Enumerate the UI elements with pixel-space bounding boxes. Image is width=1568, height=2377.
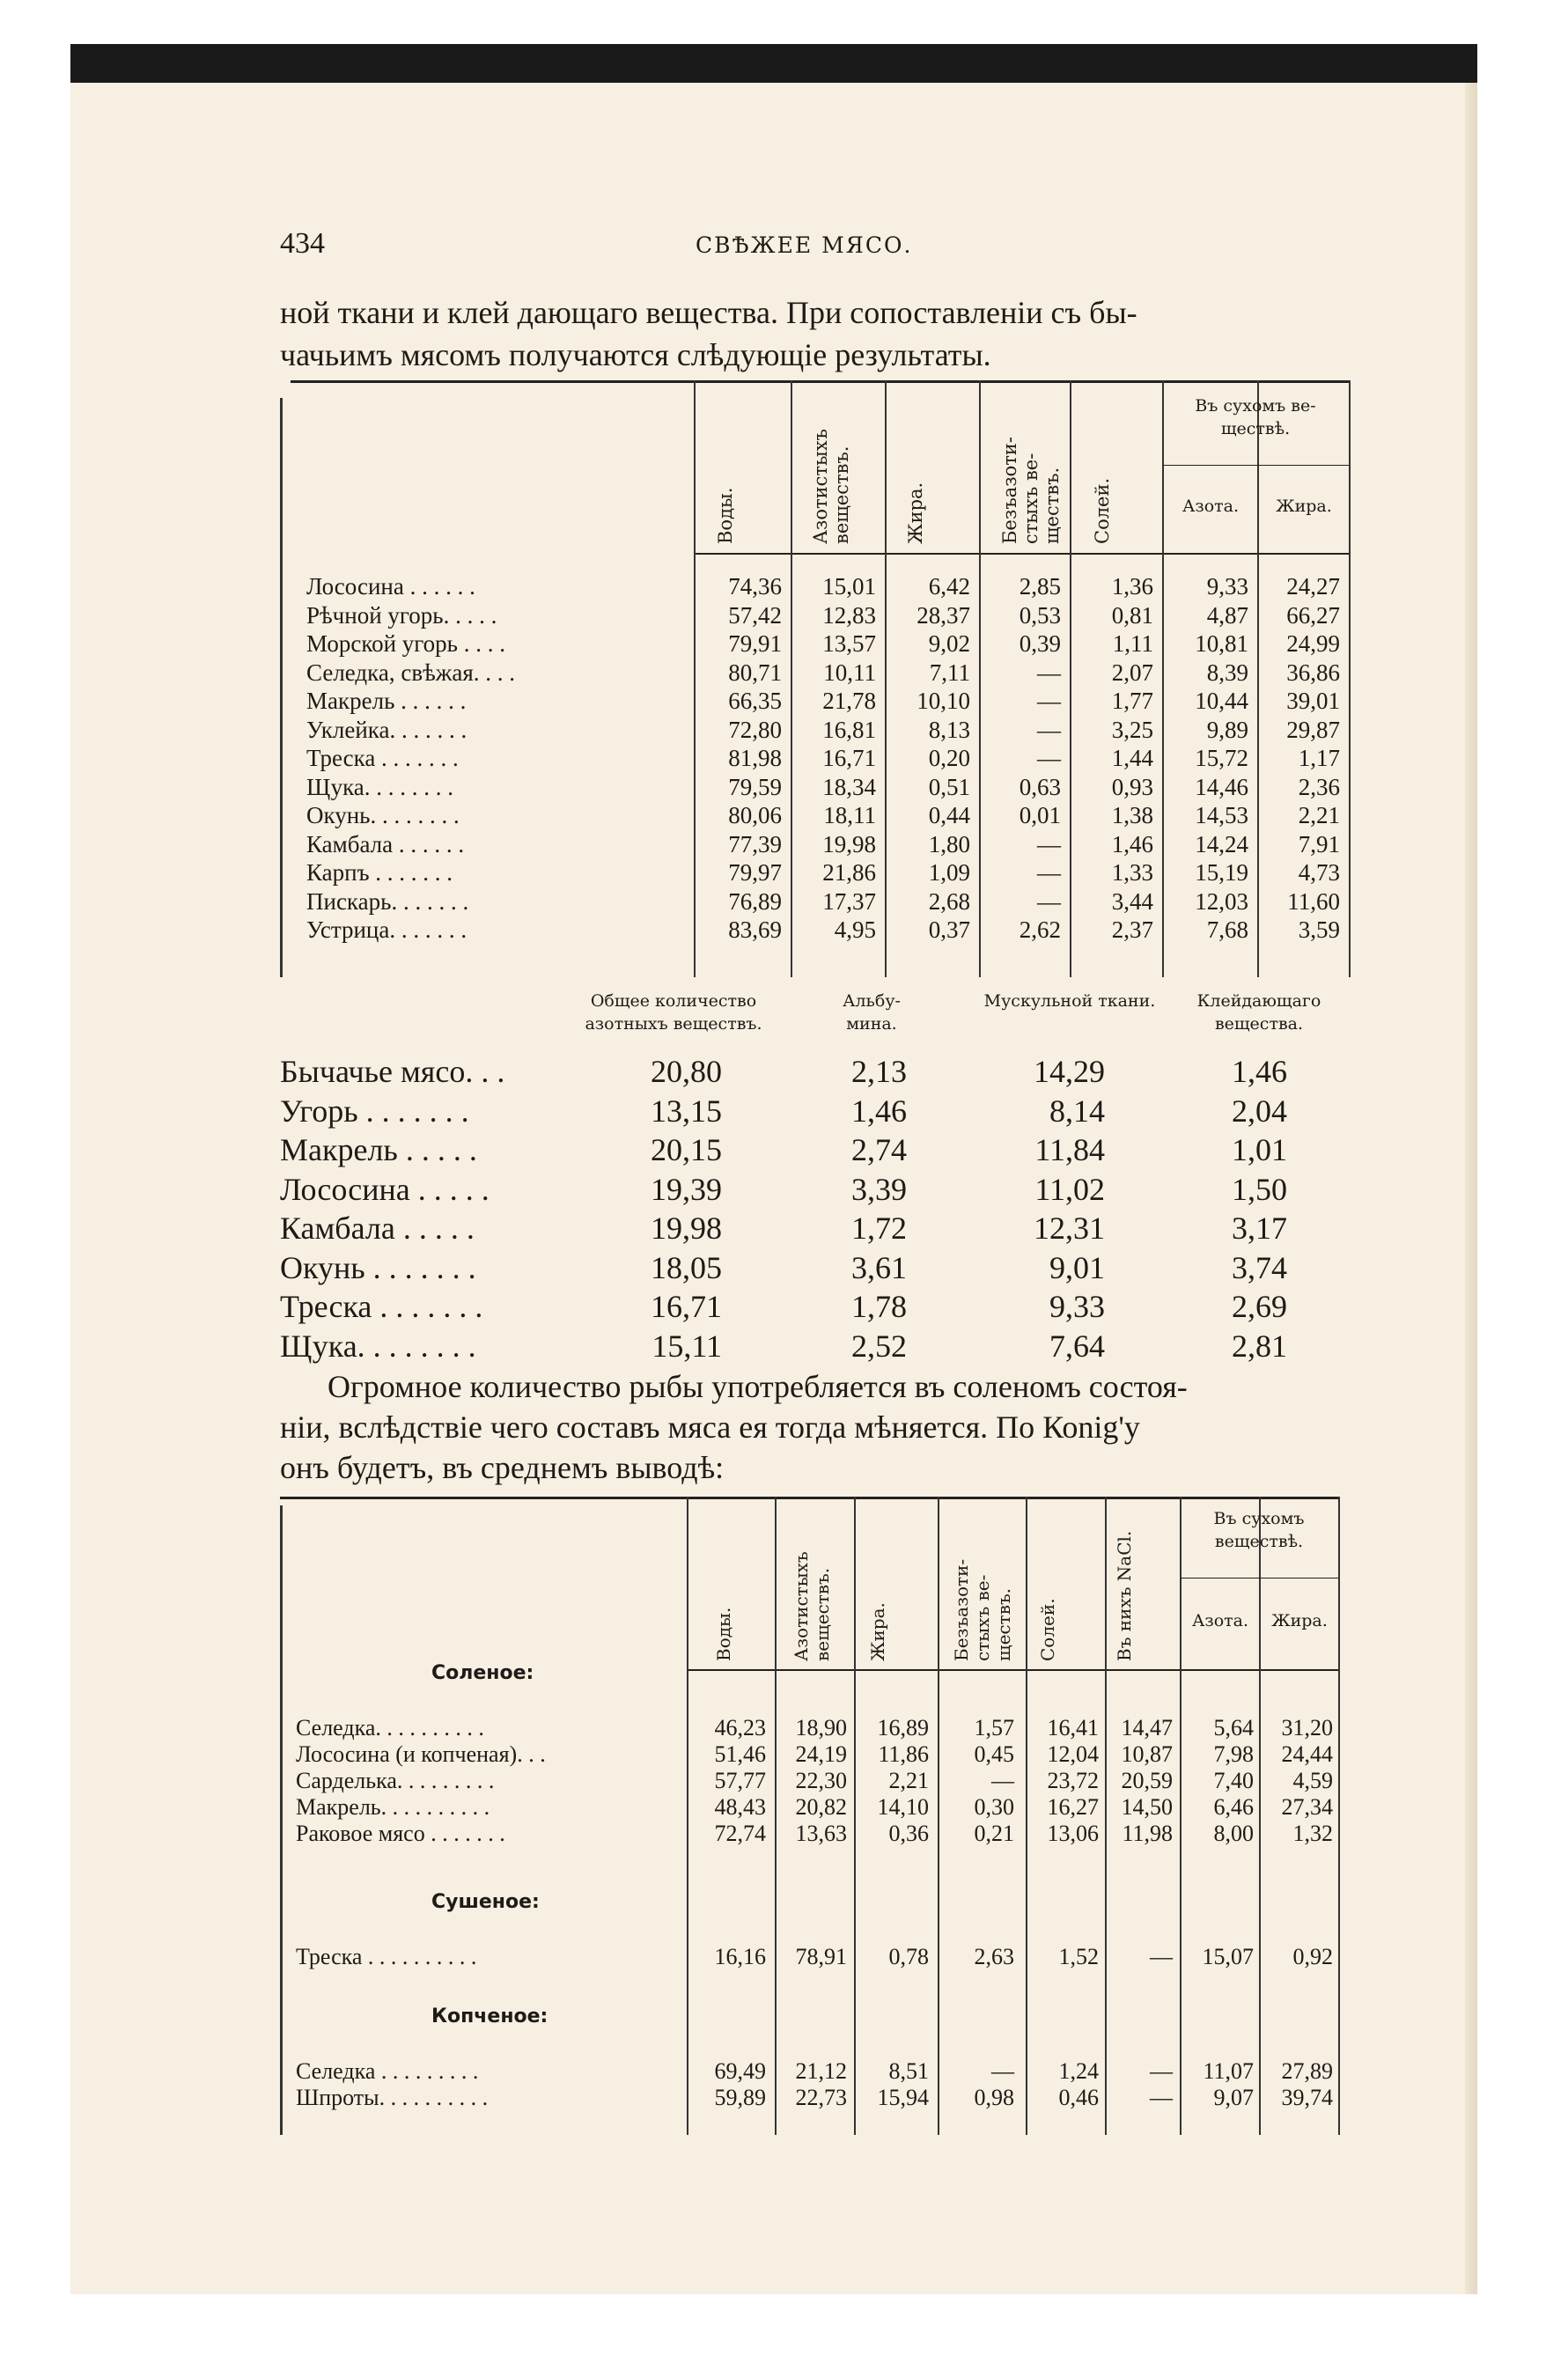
table3-head-rule	[687, 1669, 1338, 1671]
table3-cell: 8,51	[888, 2058, 929, 2084]
table1-cell: 2,68	[928, 887, 970, 915]
table1-cell: 0,20	[928, 745, 970, 771]
table2-cell: 18,05	[651, 1249, 722, 1285]
table3-cell: —	[1150, 1944, 1173, 1969]
table3-section-title: Соленое:	[431, 1662, 534, 1684]
table1-cell: 83,69	[728, 916, 782, 943]
table3-row-label: Макрель. . . . . . . . . .	[296, 1794, 490, 1820]
table2-cell: 3,61	[851, 1249, 907, 1285]
table1-cell: 12,03	[1195, 887, 1248, 915]
table2-cell: 9,33	[1049, 1289, 1105, 1324]
table2-cell: 2,74	[851, 1132, 907, 1167]
table1-dry-group: Въ сухомъ ве-ществѣ.	[1195, 396, 1316, 438]
table3-cell: 9,07	[1213, 2085, 1254, 2110]
table1-cell: 0,93	[1111, 773, 1153, 800]
table3-cell: 0,46	[1058, 2085, 1099, 2110]
table3-cell: 23,72	[1047, 1768, 1099, 1793]
table1-cell: —	[1037, 688, 1061, 714]
table3-cell: 15,94	[877, 2085, 929, 2110]
table3-cell: 15,07	[1202, 1944, 1254, 1969]
table1-cell: 0,63	[1019, 773, 1061, 800]
table1-cell: 0,44	[928, 802, 970, 828]
table3-col-rule	[938, 1497, 939, 2135]
table1-cell: 10,11	[823, 659, 876, 686]
table3-cell: 13,63	[795, 1821, 847, 1846]
table3-cell: 14,10	[877, 1794, 929, 1820]
table1-top-rule	[291, 380, 1349, 383]
table3-cell: 0,92	[1292, 1944, 1333, 1969]
table3-row-label: Сарделька. . . . . . . . .	[296, 1768, 495, 1793]
table1-cell: 19,98	[822, 830, 876, 857]
table3-col-rule	[775, 1497, 777, 2135]
table1-cell: 36,86	[1286, 659, 1340, 686]
table3-section-title: Сушеное:	[431, 1891, 540, 1913]
table3-cell: 2,63	[974, 1944, 1014, 1969]
table1-cell: 4,87	[1206, 601, 1248, 629]
table3-cell: 39,74	[1281, 2085, 1333, 2110]
table1-row-label: Пискарь. . . . . . .	[306, 887, 469, 915]
table1-cell: 80,06	[728, 802, 782, 828]
table3-cell: 31,20	[1281, 1715, 1333, 1740]
table1-cell: 72,80	[728, 716, 782, 743]
table3-cell: 0,21	[974, 1821, 1014, 1846]
table2-row-label: Окунь . . . . . . .	[280, 1249, 476, 1285]
table1-cell: 21,78	[822, 688, 876, 714]
table1-cell: 17,37	[822, 887, 876, 915]
table3-cell: 16,27	[1047, 1794, 1099, 1820]
table2-cell: 3,39	[851, 1171, 907, 1207]
table1-left-rule	[280, 398, 283, 977]
table3-cell: 1,57	[974, 1715, 1014, 1740]
table1-right-rule	[1349, 380, 1351, 977]
table1-row-label: Щука. . . . . . . .	[306, 773, 454, 800]
table3-header: Солей.	[1037, 1598, 1058, 1661]
table3-col-rule	[1259, 1497, 1261, 2135]
table1-cell: 15,19	[1195, 859, 1248, 886]
table1-cell: 18,11	[823, 802, 876, 828]
table1-row-label: Морской угорь . . . .	[306, 630, 505, 657]
table3-cell: 0,98	[974, 2085, 1014, 2110]
table1-cell: 18,34	[822, 773, 876, 800]
table1-cell: 9,89	[1206, 716, 1248, 743]
table1-cell: 14,53	[1195, 802, 1248, 828]
table1-cell: —	[1037, 716, 1061, 743]
table1-row-label: Селедка, свѣжая. . . .	[306, 659, 516, 686]
table1-cell: 2,36	[1298, 773, 1340, 800]
table3-cell: 59,89	[714, 2085, 766, 2110]
table1-col-rule	[1257, 380, 1259, 977]
intro-line-2: чачьимъ мясомъ получаются слѣдующіе результаты.	[280, 337, 991, 372]
table1-cell: 0,37	[928, 916, 970, 943]
table2-header: Общее количество азотныхъ веществъ.	[585, 991, 762, 1034]
table3-row-label: Лососина (и копченая). . .	[296, 1741, 546, 1767]
table3-cell: 18,90	[795, 1715, 847, 1740]
table3-header: Воды.	[713, 1607, 734, 1661]
table1-row-label: Уклейка. . . . . . .	[306, 716, 467, 743]
table3-cell: 10,87	[1121, 1741, 1173, 1767]
table1-cell: 9,33	[1206, 573, 1248, 600]
table1-cell: 3,59	[1298, 916, 1340, 943]
table3-header: Жира.	[867, 1602, 888, 1661]
table3-cell: 21,12	[795, 2058, 847, 2084]
table1-cell: 76,89	[728, 887, 782, 915]
table2-row-label: Камбала . . . . .	[280, 1211, 475, 1246]
table1-row-label: Лососина . . . . . .	[306, 573, 475, 600]
table1-cell: 7,68	[1206, 916, 1248, 943]
table3-header: Азотистыхъ веществъ.	[791, 1551, 833, 1661]
table3-cell: 14,50	[1121, 1794, 1173, 1820]
table2-cell: 7,64	[1049, 1328, 1105, 1364]
table3-row-label: Селедка. . . . . . . . . .	[296, 1715, 484, 1740]
table1-cell: 1,17	[1298, 745, 1340, 771]
table3-cell: 24,44	[1281, 1741, 1333, 1767]
table3-cell: 1,52	[1058, 1944, 1099, 1969]
table2-cell: 2,13	[851, 1054, 907, 1089]
table1-cell: —	[1037, 887, 1061, 915]
table1-cell: 2,37	[1111, 916, 1153, 943]
table1-col-rule	[694, 380, 696, 977]
table2-cell: 1,46	[851, 1093, 907, 1129]
table3-cell: 22,73	[795, 2085, 847, 2110]
table1-cell: 4,73	[1298, 859, 1340, 886]
table2-cell: 20,15	[651, 1132, 722, 1167]
table2-cell: 2,81	[1232, 1328, 1287, 1364]
table1-cell: 0,81	[1111, 601, 1153, 629]
table3-cell: 0,45	[974, 1741, 1014, 1767]
table3-header: Безъазоти-стыхъ ве-ществъ.	[951, 1558, 1014, 1661]
table2-cell: 3,74	[1232, 1249, 1287, 1285]
table3-cell: 14,47	[1121, 1715, 1173, 1740]
table2-cell: 19,98	[651, 1211, 722, 1246]
table1-dry-fat: Жира.	[1276, 497, 1332, 516]
table2-cell: 3,17	[1232, 1211, 1287, 1246]
table1-cell: 0,51	[928, 773, 970, 800]
table3-header: Въ нихъ NaCl.	[1114, 1530, 1135, 1661]
table2-row-label: Треска . . . . . . .	[280, 1289, 483, 1324]
table1-cell: 79,97	[728, 859, 782, 886]
table2-cell: 2,69	[1232, 1289, 1287, 1324]
table2-cell: 12,31	[1034, 1211, 1105, 1246]
table1-cell: 1,46	[1111, 830, 1153, 857]
table1-cell: —	[1037, 745, 1061, 771]
table1-col-rule	[1162, 380, 1164, 977]
table2-cell: 14,29	[1034, 1054, 1105, 1089]
table1-cell: 12,83	[822, 601, 876, 629]
table1-cell: 14,46	[1195, 773, 1248, 800]
table1-cell: 2,62	[1019, 916, 1061, 943]
table1-cell: 11,60	[1287, 887, 1340, 915]
table1-cell: 80,71	[728, 659, 782, 686]
table1-row-label: Камбала . . . . . .	[306, 830, 465, 857]
table3-cell: 16,89	[877, 1715, 929, 1740]
table1-cell: 4,95	[834, 916, 876, 943]
table3-cell: 13,06	[1047, 1821, 1099, 1846]
table2-row-label: Угорь . . . . . . .	[280, 1093, 469, 1129]
table1-cell: 1,77	[1111, 688, 1153, 714]
table1-cell: 10,44	[1195, 688, 1248, 714]
table2-cell: 19,39	[651, 1171, 722, 1207]
table1-cell: 16,81	[822, 716, 876, 743]
table1-cell: 21,86	[822, 859, 876, 886]
table2-cell: 11,84	[1034, 1132, 1105, 1167]
table3-cell: —	[1150, 2058, 1173, 2084]
table1-cell: 1,44	[1111, 745, 1153, 771]
table1-cell: 77,39	[728, 830, 782, 857]
table1-cell: 1,11	[1112, 630, 1153, 657]
table1-cell: 13,57	[822, 630, 876, 657]
table2-header: Мускульной ткани.	[983, 991, 1156, 1011]
table3-row-label: Треска . . . . . . . . . .	[296, 1944, 477, 1969]
table3-cell: 69,49	[714, 2058, 766, 2084]
table1-header: Воды.	[715, 487, 736, 544]
page-number: 434	[280, 227, 325, 260]
table1-row-label: Карпъ . . . . . . .	[306, 859, 453, 886]
table1-cell: 15,72	[1195, 745, 1248, 771]
table3-cell: —	[1150, 2085, 1173, 2110]
table3-cell: 0,78	[888, 1944, 929, 1969]
table2-cell: 2,52	[851, 1328, 907, 1364]
table3-col-rule	[687, 1497, 688, 2135]
table1-cell: 3,44	[1111, 887, 1153, 915]
table2-header: Клейдающаго вещества.	[1196, 991, 1321, 1034]
table1-cell: 28,37	[917, 601, 970, 629]
table1-cell: 66,27	[1286, 601, 1340, 629]
table3-cell: 24,19	[795, 1741, 847, 1767]
table1-cell: 0,39	[1019, 630, 1061, 657]
table3-dry-fat: Жира.	[1271, 1611, 1328, 1630]
table2-cell: 16,71	[651, 1289, 722, 1324]
table1-cell: 81,98	[728, 745, 782, 771]
table1-cell: 10,81	[1195, 630, 1248, 657]
middle-line-3: онъ будетъ, въ среднемъ выводѣ:	[280, 1450, 725, 1485]
table1-col-rule	[885, 380, 887, 977]
table3-cell: 2,21	[888, 1768, 929, 1793]
table3-cell: 27,89	[1281, 2058, 1333, 2084]
table2-row-label: Щука. . . . . . . .	[280, 1328, 476, 1364]
table1-cell: 8,13	[928, 716, 970, 743]
table1-header: Солей.	[1092, 477, 1113, 544]
table2-cell: 1,72	[851, 1211, 907, 1246]
table3-cell: 51,46	[714, 1741, 766, 1767]
table1-drygroup-rule	[1162, 465, 1349, 466]
table3-row-label: Шпроты. . . . . . . . . .	[296, 2085, 489, 2110]
table1-cell: 1,38	[1111, 802, 1153, 828]
table1-cell: 16,71	[822, 745, 876, 771]
table1-cell: 24,99	[1286, 630, 1340, 657]
table3-cell: —	[991, 1768, 1014, 1793]
table3-col-rule	[854, 1497, 856, 2135]
table3-row-label: Селедка . . . . . . . . .	[296, 2058, 479, 2084]
table3-cell: 6,46	[1213, 1794, 1254, 1820]
table1-dry-nitrogen: Азота.	[1182, 497, 1240, 516]
table1-cell: 14,24	[1195, 830, 1248, 857]
table1-cell: 0,01	[1019, 802, 1061, 828]
table1-cell: 79,59	[728, 773, 782, 800]
table3-cell: 78,91	[795, 1944, 847, 1969]
table1-header: Азотистыхъ веществъ.	[810, 429, 852, 544]
table2-row-label: Лососина . . . . .	[280, 1171, 490, 1207]
middle-line-2: ніи, вслѣдствіе чего составъ мяса ея тогда мѣняется. По Коnig'у	[280, 1409, 1140, 1445]
table2-header: Альбу-мина.	[843, 991, 901, 1034]
table3-cell: 8,00	[1213, 1821, 1254, 1846]
table3-col-rule	[1180, 1497, 1182, 2135]
table3-dry-nitrogen: Азота.	[1191, 1611, 1249, 1630]
page-edge	[1465, 83, 1477, 2294]
table1-header: Жира.	[905, 482, 926, 544]
table1-cell: 7,91	[1298, 830, 1340, 857]
table1-cell: 10,10	[917, 688, 970, 714]
table1-cell: 74,36	[728, 573, 782, 600]
table1-cell: —	[1037, 659, 1061, 686]
table3-col-rule	[1105, 1497, 1107, 2135]
table2-row-label: Бычачье мясо. . .	[280, 1054, 505, 1089]
table1-cell: 2,85	[1019, 573, 1061, 600]
table1-cell: 1,80	[928, 830, 970, 857]
table3-cell: 7,98	[1213, 1741, 1254, 1767]
table2-cell: 1,46	[1232, 1054, 1287, 1089]
table3-section-title: Копченое:	[431, 2005, 548, 2027]
table1-cell: 1,33	[1111, 859, 1153, 886]
table3-cell: 16,16	[714, 1944, 766, 1969]
table2-cell: 1,50	[1232, 1171, 1287, 1207]
table3-drygroup-rule	[1180, 1578, 1338, 1579]
table3-cell: 20,59	[1121, 1768, 1173, 1793]
table3-cell: 4,59	[1292, 1768, 1333, 1793]
table1-cell: 8,39	[1206, 659, 1248, 686]
table3-cell: 0,36	[888, 1821, 929, 1846]
table1-cell: 3,25	[1111, 716, 1153, 743]
table1-cell: 0,53	[1019, 601, 1061, 629]
table3-row-label: Раковое мясо . . . . . . .	[296, 1821, 505, 1846]
table3-cell: 7,40	[1213, 1768, 1254, 1793]
table3-cell: 72,74	[714, 1821, 766, 1846]
table3-cell: 1,24	[1058, 2058, 1099, 2084]
table1-cell: —	[1037, 830, 1061, 857]
table1-row-label: Устрица. . . . . . .	[306, 916, 467, 943]
table3-cell: —	[991, 2058, 1014, 2084]
table2-cell: 13,15	[651, 1093, 722, 1129]
table3-cell: 46,23	[714, 1715, 766, 1740]
table3-cell: 22,30	[795, 1768, 847, 1793]
running-title: СВѢЖЕЕ МЯСО.	[696, 232, 913, 258]
table1-row-label: Окунь. . . . . . . .	[306, 802, 460, 828]
table1-row-label: Макрель . . . . . .	[306, 688, 467, 714]
table1-col-rule	[979, 380, 981, 977]
table1-cell: 24,27	[1286, 573, 1340, 600]
table3-col-rule	[1026, 1497, 1027, 2135]
table3-cell: 48,43	[714, 1794, 766, 1820]
table2-cell: 1,78	[851, 1289, 907, 1324]
table1-header: Безъазоти-стыхъ ве-ществъ.	[999, 436, 1063, 544]
table1-row-label: Треска . . . . . . .	[306, 745, 459, 771]
table3-cell: 1,32	[1292, 1821, 1333, 1846]
scan-top-border	[70, 44, 1477, 83]
table2-cell: 9,01	[1049, 1249, 1105, 1285]
table1-cell: 7,11	[929, 659, 970, 686]
table3-left-rule	[280, 1505, 283, 2135]
table1-cell: 15,01	[822, 573, 876, 600]
table1-col-rule	[791, 380, 792, 977]
table1-cell: 2,21	[1298, 802, 1340, 828]
table3-cell: 16,41	[1047, 1715, 1099, 1740]
table2-cell: 11,02	[1034, 1171, 1105, 1207]
table3-cell: 5,64	[1213, 1715, 1254, 1740]
table1-cell: 57,42	[728, 601, 782, 629]
table3-cell: 20,82	[795, 1794, 847, 1820]
table1-cell: 79,91	[728, 630, 782, 657]
table1-row-label: Рѣчной угорь. . . . .	[306, 601, 497, 629]
table1-cell: 6,42	[928, 573, 970, 600]
table3-cell: 11,07	[1203, 2058, 1254, 2084]
table3-right-rule	[1338, 1497, 1340, 2135]
table1-cell: 1,36	[1111, 573, 1153, 600]
table3-cell: 11,86	[878, 1741, 929, 1767]
table1-cell: 1,09	[928, 859, 970, 886]
table2-cell: 2,04	[1232, 1093, 1287, 1129]
table3-cell: 12,04	[1047, 1741, 1099, 1767]
table1-cell: —	[1037, 859, 1061, 886]
middle-line-1: Огромное количество рыбы употребляется въ соленомъ состоя-	[328, 1369, 1188, 1404]
table2-cell: 8,14	[1049, 1093, 1105, 1129]
table2-cell: 15,11	[651, 1328, 722, 1364]
table1-col-rule	[1070, 380, 1071, 977]
table1-cell: 66,35	[728, 688, 782, 714]
table1-cell: 29,87	[1286, 716, 1340, 743]
intro-line-1: ной ткани и клей дающаго вещества. При сопоставленіи съ бы-	[280, 295, 1137, 330]
table2-row-label: Макрель . . . . .	[280, 1132, 477, 1167]
table3-cell: 57,77	[714, 1768, 766, 1793]
table2-cell: 1,01	[1232, 1132, 1287, 1167]
table3-dry-group: Въ сухомъ веществѣ.	[1213, 1509, 1305, 1551]
table3-cell: 27,34	[1281, 1794, 1333, 1820]
table1-cell: 9,02	[928, 630, 970, 657]
table1-cell: 39,01	[1286, 688, 1340, 714]
table2-cell: 20,80	[651, 1054, 722, 1089]
table3-cell: 11,98	[1122, 1821, 1173, 1846]
table1-cell: 2,07	[1111, 659, 1153, 686]
table3-cell: 0,30	[974, 1794, 1014, 1820]
